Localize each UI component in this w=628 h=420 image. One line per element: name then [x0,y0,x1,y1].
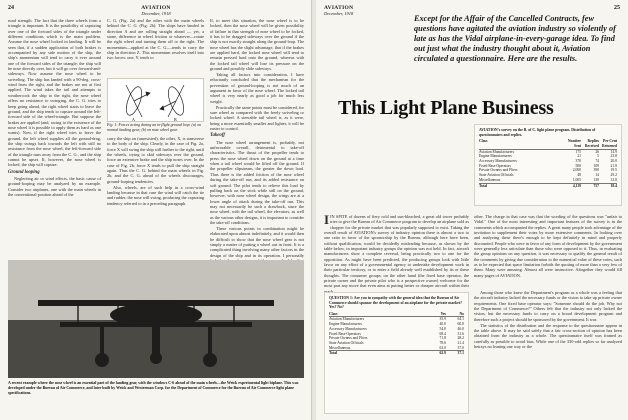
table-cell: 74 [595,159,599,163]
table-header-cell: Per Cent Returned [602,139,617,148]
table-title: QUESTION 1: Are you in sympathy with the general idea that the Bureau of Air Commerce should sponsor the development of an airplane for the private market? Yes? No? [329,296,462,310]
table-cell: 5 [597,154,599,159]
table-cell: 175 [575,149,581,154]
table-cell: Total [329,351,338,356]
table-cell: State Aviation Officials [479,173,514,178]
right-running-head [614,5,620,12]
table-header-cell: Class [479,139,488,144]
table-cell: 63.0 [439,345,446,350]
airplane-photo-illustration [8,260,304,378]
paragraph: Practically the same points must be considered, for sure wheel as compared with the freely swiveling or locked wheel. A steerable tail wheel is, as it were, being a more essentially smaller and lighter, it will be easier to control. [210,104,304,132]
table-header [479,139,617,149]
table-cell: 21.4 [457,341,464,345]
table-cell: Private Owners and Fliers [329,336,368,341]
paragraph: C. G. (Fig. 2a) and the other with the main wheels behind the C. G. (Fig. 2b). The ships have landed in direction A and are rolling straight ahead — yet, a stone, difference in wheel friction or whatever—rotate the right wheel and turning them off to the right. The momentum—applied at the C. G.—tends to carry the ship in direction Z. This momentum resolves itself into two forces: one, Y, tends to [107,18,204,61]
table-body [479,150,617,183]
table-header-cell: Number Sent [567,139,581,148]
table-cell: 37.1 [457,351,464,356]
table-cell: 757 [593,183,599,188]
distribution-table [474,124,622,206]
paragraph: carry the ship on (unresisted); the other, X, is transverse to the body of the ship. Clearly, in the case of Fig. 2a, force X will swing the ship still further to the right, until the wheels, trying to skid sideways over the ground, force an extensive brake and the ship noses over. In the case of Fig. 2b, force X tends to pull the ship straight again. Thus the C. G. behind the main wheels in Fig. 2b, and the C. G. ahead of the wheels discourages, ground-looping tendencies. [107,136,204,184]
right-masthead: AVIATION [324,5,354,11]
table-cell: 62.9 [439,351,446,356]
left-column-1 [8,18,101,256]
table-cell: Fixed Base Operators [329,331,361,336]
table-header-cell: Class [329,311,338,316]
table-cell: 19.5 [610,168,617,173]
right-page-number: 25 [614,5,620,11]
table-body [329,317,464,350]
table-total-row [329,350,464,356]
table-cell: 78.6 [439,341,446,345]
table-cell: 18.4 [610,183,617,188]
article-title: This Light Plane Business [338,97,554,119]
left-column-2-top [107,18,204,76]
table-cell: 390 [593,168,599,173]
figure-diagram [107,78,204,122]
section-heading: Ground looping [8,169,40,175]
table-cell: Total [479,183,488,188]
left-masthead: AVIATION [141,5,171,11]
figure-caption: Fig. 1: Forces acting during an in-flight ground loop. (a) on normal landing gear; (b) on nose wheel gear. [107,123,201,132]
right-masthead-block [316,5,411,17]
table-cell: 31.6 [457,331,464,336]
left-masthead-block [0,5,312,17]
left-page-number: 24 [8,5,14,11]
left-column-3 [210,18,304,256]
svg-text:A: A [132,117,135,122]
left-date: December, 1918 [141,11,171,16]
table-cell: 28.2 [457,336,464,341]
table-cell: Accessory Manufacturers [479,159,517,163]
table-cell: 37.0 [457,345,464,350]
table-row [479,178,617,183]
paragraph: other. The charge in that case was that the wording of the questions was "unfair to Vidal." One of the most interesting and important features of the survey is in the comments which accompanied the replies. A great many people took advantage of the invitation to supplement their votes by more extensive comments. In looking over and analyzing these there's enough to be kept definitely in mind and properly discounted. People who were in favor of any form of development by the government were generally less articulate than those who were opposed to it. Thus, in evaluating the group opinions on any question, it was necessary to qualify the general result of the comments by giving due consideration to the numerical value of these votes, such as to be expected that space limitation forbids the quoting of more than a very few of them. Many were amusing. Almost all were instructive. Altogether they would fill many pages of AVIATION. [474,214,622,278]
left-page [0,0,312,420]
table-cell: Miscellaneous [329,345,351,350]
table-header-cell: Replies Received [584,139,599,148]
paragraph: Neglecting air or wind effects, the basic cause of ground-looping may be analyzed by an example. Consider two airplanes, one with the main wheels in the conventional position ahead of the [8,175,101,197]
table-header-cell: Yes [440,311,446,316]
ground-loop-diagram [108,79,205,123]
paragraph: The statistics of the distribution and the response to the questionnaire appear in the table above. It may be said safely that a fair cross-section of opinion has been obtained from the industry as a whole. The questionnaire itself was framed as carefully as possible to avoid bias. While one of the 330-odd replies so far analyzed betrays no leaning one way or the [474,322,622,350]
table-cell: 40.0 [439,322,446,327]
table-cell: 60.0 [457,322,464,327]
left-column-2-bottom [107,136,204,256]
paragraph-text: IN SPITE of dozens of fiery cold and sun-bleached, a great old tower probably tries to give the Bureau of Air Commerce program to develop an airplane sold as chopper for the private market that was popularly supposed to exist. Taking the overall result of AVIATION's survey of industry opinion there is almost a two to one ratio in favor of the sponsorship by the Bureau, although here have been, without qualification, would be decidedly misleading because, as shown by the table below, in important industry groups the opinion was not held. In fact, aircraft manufacturers show a complete reversal, being practically two to one for the opposition. As might have been predicted, the producing groups look with little favor on any effort of a governmental agency to undertake development work in their particular territory, or to enter a field already well established by its or these thoughts. The consumer groups, on the other hand (the fixed base operator, the private owner and the private pilot who is a prospective owner) welcome for the most part any move that even aims at putting better or cheaper aircraft within their [324,214,469,289]
paragraph: The nose wheel arrangement is, probably, not unfavorable overall, detrimental to take-off characteristics. The thrust of the propeller tends to press the nose wheel down on the ground at a time when a tail wheel would be lifted off the ground. If the propeller slipstream, the greater the down load. Thus there is the added friction of the nose wheel during the take-off run, and its added resistance on soft ground. The pilot tends to relieve this load by pulling back on the stick while still on the ground, however, with nose wheel design, the wings are at a lower angle of attack during the take-off run. This may not necessarily be such a drawback, since the nose wheel, with the tail wheel, the elevators, as well as the various other designs, it is important to consider the take-off conditions. [210,139,304,225]
table-cell: 71.8 [439,336,446,341]
table-title: AVIATION's survey on the B. of C. light plane program. Distribution of questionnaires and replies. [479,128,596,137]
paragraph: Also, wheels, are of such help in a cross-wind landing because in that case the wind will catch the tie and rudder, the nose will swing, producing the capsizing tendency referred to in a preceding paragraph. [107,184,204,206]
table-cell: 68.4 [439,331,446,336]
table-cell: 1,005 [572,177,581,182]
right-column-2 [474,214,622,284]
airplane-photo [8,260,304,378]
table-cell: 46.0 [457,326,464,331]
deck-headline [414,14,619,84]
paragraph: These various points in combination might be elaborated upon almost indefinitely, and it would then be difficult to show that the nose wheel gear is not simply a matter of putting a wheel out in front. It is a complicated thing involving many other factors in the design of the ship and in its operation. I personally [210,225,304,258]
table-cell: Miscellaneous [479,177,501,182]
right-column-2-bottom [474,290,622,414]
table-cell: 370 [575,159,581,163]
table-cell: 21.8 [610,163,617,168]
paragraph: rural strength. The fact that the three wheels form a triangle is important. It is the possibility of capsizing over one of the forward sides of the triangle under different conditions which is the main problem. Assume the nose wheel locked in landing. It will be seen that, if a sudden application of both brakes is accompanied by any side motion of the ship, the ship's momentum will tend to carry it ever around one of the forward sides of the triangle; the ship will be nose directly over, but it will go over forward-and-sideways. Now assume the nose wheel to be swiveling. The ship has landed with a 90-deg. cross-wind from the right, and the brakes are not at first applied. The wind takes the tail and attempts to weathercock the ship to the right, the nose wheel offers no resistance to swinging, the C. G. tries to keep going ahead, the right wheel starts to leave the ground, and the ship tends to capsize around the left-forward side of the wheel-triangle. But suppose the brakes are applied (and, owing to the existence of the nose wheel it is possible to apply them as hard as one wants). Now, if the right wheel tries to leave the ground, the left wheel supplies all the ground-drag, the ship swings back towards the left with still no resistance from the nose wheel, the left-forward side of the triangle runs away from the C. G., and the ship cannot be upset. If, however, the nose wheel is locked, the ship will capsize. [8,18,101,168]
table-cell: 23.8 [610,154,617,159]
svg-text:B: B [174,117,177,122]
table-cell: 48 [577,173,581,178]
table-cell: 21 [577,154,581,159]
table-row [329,346,464,351]
table-cell: Engine Manufacturers [329,322,362,327]
paragraph: Among those who knew the Department's program as a whole was a feeling that the aircraft industry lacked the necessary funds or the vision to take up private owner requirements. One fixed base operator says: "Someone should do the job. Why not the Department of Commerce?" Others felt that the industry not only lacked the vision, but the necessary funds to carry on a broad development program and therefore such a project should be sponsored by the government. It was [474,290,622,322]
table-cell: 139 [593,177,599,182]
table-cell: Fixed Base Operators [479,163,511,168]
deck-text: Except for the Affair of the Cancelled Contracts, few questions have agitated the aviation industry so violently of late as has the Vidal airplane-in-every-garage idea. To find out just what the industry thought about it, Aviation circulated a questionnaire. Here are the results. [414,14,616,63]
table-cell: Private Owners and Fliers [479,168,518,173]
table-cell: Accessory Manufacturers [329,326,367,331]
table-cell: 64.1 [457,317,464,322]
table-cell: Aviation Manufacturers [329,317,365,322]
table-cell: 500 [575,163,581,168]
table-cell: 35.9 [439,317,446,322]
section-heading: Takeoff [210,133,225,139]
table-cell: 13.8 [610,177,617,182]
table-cell: 109 [593,163,599,168]
table-header-cell: No [459,311,464,316]
table-cell: 4,119 [572,183,581,188]
paragraph: Taking all factors into consideration, I have reluctantly concluded that the mechanism for the prevention of ground-looping is not much of an argument in favor of the nose wheel. The locked tail wheel is very nearly as good a job for much less weight. [210,72,304,104]
table-cell: State Aviation Officials [329,341,364,345]
drop-cap: I [324,212,330,227]
table-cell: 54.0 [439,326,446,331]
right-date: December, 1918 [324,11,354,16]
table-cell: 20.0 [610,159,617,163]
table-total-row [479,183,617,189]
table-cell: 14.9 [610,149,617,154]
table-cell: 2,000 [572,168,581,173]
table-cell: 26 [595,149,599,154]
right-page [316,0,628,420]
paragraph: If, to meet this situation, the nose wheel is to be locked, then the nose wheel will be given possibility of failure in that strength of nose wheel to be locked, it has to be dragged sideways over the ground if the ship is not exactly straight along the ground-loop. The nose wheel has the slight advantage, that if the brakes are applied hard, the locked nose wheel will tend to remain pressed hard onto the ground, whereas with the locked tail wheel will lose its pressure on the ground and possibly slide sideways. [210,18,304,72]
table-cell: 29.2 [610,173,617,178]
table-cell: 14 [595,173,599,178]
question-table [324,292,469,414]
table-cell: Engine Manufacturers [479,154,512,159]
paragraph [324,214,469,294]
photo-caption: A recent example where the nose wheel is an essential part of the landing gear, with the windows C-6 ahead of the main wheels—the Weick experimental light biplane. This was developed under the Bureau of Air Commerce, and later built by Weick and Westerman Corp. for the Department of Commerce for the Bureau of Air Commerce light plane specifications. [8,381,299,395]
table-cell: Aviation Manufacturers [479,149,515,154]
